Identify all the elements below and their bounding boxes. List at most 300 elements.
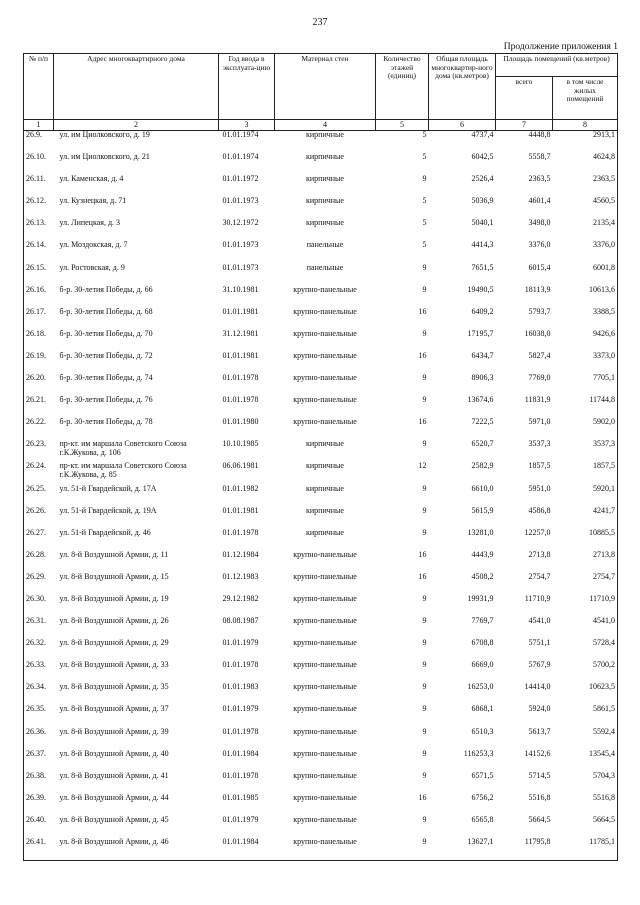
living-area-cell: 2363,5 bbox=[553, 175, 618, 197]
material-cell: кирпичные bbox=[306, 196, 344, 206]
row-number: 26.27. bbox=[24, 529, 54, 551]
address-cell: б-р. 30-летия Победы, д. 76 bbox=[59, 395, 153, 405]
premises-area-cell: 11831,9 bbox=[524, 395, 551, 405]
total-area-cell: 19490,5 bbox=[467, 284, 494, 294]
total-area-cell: 6708,8 bbox=[471, 638, 494, 648]
living-area-cell: 7705,1 bbox=[553, 374, 618, 396]
living-area-cell: 6001,8 bbox=[553, 264, 618, 286]
living-area-cell: 4541,0 bbox=[553, 617, 618, 639]
total-area-cell: 4508,2 bbox=[471, 571, 494, 581]
living-area-cell: 9426,6 bbox=[553, 330, 618, 352]
total-area-cell: 13674,6 bbox=[467, 395, 494, 405]
premises-area-cell: 14414,0 bbox=[524, 682, 551, 692]
address-cell: ул. 8-й Воздушной Армии, д. 15 bbox=[59, 571, 169, 581]
row-number: 26.41. bbox=[24, 838, 54, 861]
material-cell: крупно-панельные bbox=[293, 792, 357, 802]
column-number: 6 bbox=[429, 120, 496, 131]
total-area-cell: 16253,0 bbox=[467, 682, 494, 692]
table-row bbox=[24, 639, 618, 661]
total-area-cell: 6756,2 bbox=[471, 792, 494, 802]
column-number: 4 bbox=[275, 120, 376, 131]
row-number: 26.38. bbox=[24, 772, 54, 794]
material-cell: кирпичные bbox=[306, 439, 344, 449]
living-area-cell: 2754,7 bbox=[553, 573, 618, 595]
premises-area-cell: 2363,5 bbox=[528, 174, 551, 184]
table-row bbox=[24, 816, 618, 838]
material-cell: кирпичные bbox=[306, 461, 344, 471]
premises-area-cell: 5558,7 bbox=[528, 152, 551, 162]
total-area-cell: 5036,9 bbox=[471, 196, 494, 206]
year-cell: 01.01.1983 bbox=[222, 682, 259, 692]
row-number: 26.31. bbox=[24, 617, 54, 639]
premises-area-cell: 16038,0 bbox=[524, 328, 551, 338]
premises-area-cell: 5751,1 bbox=[528, 638, 551, 648]
row-number: 26.25. bbox=[24, 485, 54, 507]
living-area-cell: 13545,4 bbox=[553, 750, 618, 772]
buildings-table bbox=[23, 53, 618, 861]
year-cell: 01.12.1983 bbox=[222, 571, 259, 581]
address-cell: ул. 8-й Воздушной Армии, д. 19 bbox=[59, 593, 169, 603]
year-cell: 01.01.1978 bbox=[222, 726, 259, 736]
total-area-cell: 4443,9 bbox=[471, 549, 494, 559]
total-area-cell: 17195,7 bbox=[467, 328, 494, 338]
row-number: 26.32. bbox=[24, 639, 54, 661]
table-row bbox=[24, 352, 618, 374]
year-cell: 31.12.1981 bbox=[222, 328, 259, 338]
floors-cell: 16 bbox=[418, 417, 427, 427]
address-cell: б-р. 30-летия Победы, д. 66 bbox=[59, 284, 153, 294]
material-cell: кирпичные bbox=[306, 218, 344, 228]
year-cell: 01.01.1981 bbox=[222, 350, 259, 360]
year-cell: 01.01.1978 bbox=[222, 373, 259, 383]
living-area-cell: 5704,3 bbox=[553, 772, 618, 794]
year-cell: 01.01.1973 bbox=[222, 262, 259, 272]
premises-area-cell: 5767,9 bbox=[528, 660, 551, 670]
year-cell: 01.01.1974 bbox=[222, 130, 259, 139]
year-cell: 30.12.1972 bbox=[222, 218, 259, 228]
total-area-cell: 13627,1 bbox=[429, 838, 496, 861]
row-number: 26.34. bbox=[24, 683, 54, 705]
total-area-cell: 6565,8 bbox=[471, 814, 494, 824]
living-area-cell: 2713,8 bbox=[553, 551, 618, 573]
table-row bbox=[24, 462, 618, 484]
material-cell: крупно-панельные bbox=[293, 704, 357, 714]
material-cell: крупно-панельные bbox=[293, 770, 357, 780]
year-cell: 01.12.1984 bbox=[222, 549, 259, 559]
material-cell: крупно-панельные bbox=[293, 660, 357, 670]
floors-cell: 5 bbox=[422, 196, 427, 206]
row-number: 26.33. bbox=[24, 661, 54, 683]
table-row bbox=[24, 131, 618, 154]
floors-cell: 9 bbox=[422, 814, 427, 824]
table-row bbox=[24, 286, 618, 308]
table-row bbox=[24, 728, 618, 750]
table-row bbox=[24, 418, 618, 440]
floors-cell: 5 bbox=[422, 240, 427, 250]
header-all: всего bbox=[496, 77, 553, 120]
table-row bbox=[24, 705, 618, 727]
living-area-cell: 11744,8 bbox=[553, 396, 618, 418]
material-cell: панельные bbox=[306, 240, 344, 250]
row-number: 26.35. bbox=[24, 705, 54, 727]
year-cell: 10.10.1985 bbox=[222, 439, 259, 449]
table-row bbox=[24, 241, 618, 263]
floors-cell: 16 bbox=[418, 571, 427, 581]
floors-cell: 16 bbox=[418, 792, 427, 802]
table-row bbox=[24, 683, 618, 705]
material-cell: крупно-панельные bbox=[293, 748, 357, 758]
floors-cell: 9 bbox=[422, 505, 427, 515]
living-area-cell: 4624,8 bbox=[553, 153, 618, 175]
row-number: 26.36. bbox=[24, 728, 54, 750]
address-cell: ул. 51-й Гвардейской, д. 46 bbox=[59, 527, 151, 537]
floors-cell: 9 bbox=[422, 483, 427, 493]
year-cell: 01.01.1984 bbox=[219, 838, 275, 861]
floors-cell: 9 bbox=[422, 284, 427, 294]
row-number: 26.22. bbox=[24, 418, 54, 440]
living-area-cell: 5516,8 bbox=[553, 794, 618, 816]
premises-area-cell: 7769,0 bbox=[528, 373, 551, 383]
material-cell: крупно-панельные bbox=[293, 571, 357, 581]
living-area-cell: 5700,2 bbox=[553, 661, 618, 683]
total-area-cell: 6868,1 bbox=[471, 704, 494, 714]
premises-area-cell: 3376,0 bbox=[528, 240, 551, 250]
floors-cell: 16 bbox=[418, 549, 427, 559]
premises-area-cell: 5664,5 bbox=[528, 814, 551, 824]
year-cell: 01.01.1979 bbox=[222, 704, 259, 714]
table-row bbox=[24, 750, 618, 772]
material-cell: кирпичные bbox=[306, 505, 344, 515]
year-cell: 01.01.1981 bbox=[222, 306, 259, 316]
row-number: 26.15. bbox=[24, 264, 54, 286]
premises-area-cell: 4601,4 bbox=[528, 196, 551, 206]
address-cell: ул. Ростовская, д. 9 bbox=[59, 262, 125, 272]
premises-area-cell: 3498,0 bbox=[528, 218, 551, 228]
table-row bbox=[24, 219, 618, 241]
row-number: 26.14. bbox=[24, 241, 54, 263]
address-cell: ул. 8-й Воздушной Армии, д. 44 bbox=[59, 792, 169, 802]
total-area-cell: 116253,3 bbox=[463, 748, 494, 758]
table-row bbox=[24, 197, 618, 219]
premises-area-cell: 1857,5 bbox=[528, 461, 551, 471]
address-cell: ул. им Циолковского, д. 21 bbox=[59, 152, 150, 162]
row-number: 26.40. bbox=[24, 816, 54, 838]
total-area-cell: 4737,4 bbox=[471, 130, 494, 139]
row-number: 26.17. bbox=[24, 308, 54, 330]
total-area-cell: 6610,0 bbox=[471, 483, 494, 493]
material-cell: кирпичные bbox=[306, 152, 344, 162]
material-cell: кирпичные bbox=[306, 527, 344, 537]
table-row bbox=[24, 308, 618, 330]
address-cell: б-р. 30-летия Победы, д. 72 bbox=[59, 350, 153, 360]
row-number: 26.13. bbox=[24, 219, 54, 241]
table-row bbox=[24, 507, 618, 529]
year-cell: 01.01.1979 bbox=[222, 638, 259, 648]
premises-area-cell: 3537,3 bbox=[528, 439, 551, 449]
header-num: № п/п bbox=[24, 54, 54, 120]
table-row bbox=[24, 153, 618, 175]
floors-cell: 5 bbox=[422, 152, 427, 162]
floors-cell: 9 bbox=[422, 748, 427, 758]
row-number: 26.16. bbox=[24, 286, 54, 308]
material-cell: кирпичные bbox=[306, 130, 344, 139]
total-area-cell: 7222,5 bbox=[471, 417, 494, 427]
floors-cell: 5 bbox=[422, 218, 427, 228]
material-cell: кирпичные bbox=[306, 483, 344, 493]
floors-cell: 16 bbox=[418, 306, 427, 316]
address-cell: ул. 8-й Воздушной Армии, д. 26 bbox=[59, 616, 169, 626]
year-cell: 06.06.1981 bbox=[222, 461, 259, 471]
living-area-cell: 5664,5 bbox=[553, 816, 618, 838]
premises-area-cell: 5516,8 bbox=[528, 792, 551, 802]
table-row bbox=[24, 175, 618, 197]
floors-cell: 9 bbox=[422, 439, 427, 449]
material-cell: крупно-панельные bbox=[293, 284, 357, 294]
total-area-cell: 8906,3 bbox=[471, 373, 494, 383]
living-area-cell: 11785,1 bbox=[553, 838, 618, 861]
total-area-cell: 6520,7 bbox=[471, 439, 494, 449]
floors-cell: 9 bbox=[422, 726, 427, 736]
table-row bbox=[24, 396, 618, 418]
premises-area-cell: 4448,8 bbox=[528, 130, 551, 139]
row-number: 26.26. bbox=[24, 507, 54, 529]
row-number: 26.19. bbox=[24, 352, 54, 374]
premises-area-cell: 4586,8 bbox=[528, 505, 551, 515]
table-row bbox=[24, 330, 618, 352]
premises-area-cell: 12257,0 bbox=[524, 527, 551, 537]
floors-cell: 16 bbox=[418, 350, 427, 360]
column-numbers-row bbox=[24, 120, 618, 131]
row-number: 26.11. bbox=[24, 175, 54, 197]
living-area-cell: 11710,9 bbox=[553, 595, 618, 617]
row-number: 26.29. bbox=[24, 573, 54, 595]
year-cell: 01.01.1973 bbox=[222, 240, 259, 250]
header-year: Год ввода в эксплуата-цию bbox=[219, 54, 275, 120]
table-row bbox=[24, 264, 618, 286]
address-cell: ул. 8-й Воздушной Армии, д. 35 bbox=[59, 682, 169, 692]
total-area-cell: 6434,7 bbox=[471, 350, 494, 360]
year-cell: 01.01.1978 bbox=[222, 770, 259, 780]
table-row bbox=[24, 573, 618, 595]
address-cell: ул. 8-й Воздушной Армии, д. 41 bbox=[59, 770, 169, 780]
premises-area-cell: 5924,0 bbox=[528, 704, 551, 714]
year-cell: 01.01.1978 bbox=[222, 395, 259, 405]
material-cell: крупно-панельные bbox=[293, 814, 357, 824]
material-cell: крупно-панельные bbox=[293, 682, 357, 692]
row-number: 26.39. bbox=[24, 794, 54, 816]
living-area-cell: 3373,0 bbox=[553, 352, 618, 374]
total-area-cell: 5040,1 bbox=[471, 218, 494, 228]
table-row bbox=[24, 838, 618, 861]
floors-cell: 9 bbox=[422, 527, 427, 537]
address-cell: ул. 51-й Гвардейской, д. 17А bbox=[59, 483, 157, 493]
living-area-cell: 5861,5 bbox=[553, 705, 618, 727]
material-cell: крупно-панельные bbox=[293, 395, 357, 405]
row-number: 26.30. bbox=[24, 595, 54, 617]
premises-area-cell: 14152,6 bbox=[524, 748, 551, 758]
address-cell: пр-кт. им маршала Советского Союза г.К.Жукова, д. 106 bbox=[59, 439, 187, 457]
header-floors: Количество этажей (единиц) bbox=[376, 54, 429, 120]
column-number: 3 bbox=[219, 120, 275, 131]
premises-area-cell: 2713,8 bbox=[528, 549, 551, 559]
row-number: 26.9. bbox=[24, 131, 54, 154]
table-row bbox=[24, 529, 618, 551]
address-cell: б-р. 30-летия Победы, д. 78 bbox=[59, 417, 153, 427]
table-row bbox=[24, 485, 618, 507]
year-cell: 01.01.1981 bbox=[222, 505, 259, 515]
table-row bbox=[24, 617, 618, 639]
material-cell: крупно-панельные bbox=[293, 616, 357, 626]
address-cell: пр-кт. им маршала Советского Союза г.К.Жукова, д. 85 bbox=[59, 461, 187, 479]
page-number: 237 bbox=[312, 17, 328, 28]
living-area-cell: 5728,4 bbox=[553, 639, 618, 661]
total-area-cell: 6571,5 bbox=[471, 770, 494, 780]
premises-area-cell: 18113,9 bbox=[524, 284, 551, 294]
premises-area-cell: 5613,7 bbox=[528, 726, 551, 736]
material-cell: крупно-панельные bbox=[293, 593, 357, 603]
row-number: 26.10. bbox=[24, 153, 54, 175]
column-number: 1 bbox=[24, 120, 54, 131]
year-cell: 01.01.1979 bbox=[222, 814, 259, 824]
year-cell: 01.01.1982 bbox=[222, 483, 259, 493]
address-cell: ул. 8-й Воздушной Армии, д. 39 bbox=[59, 726, 169, 736]
living-area-cell: 4241,7 bbox=[553, 507, 618, 529]
total-area-cell: 6669,0 bbox=[471, 660, 494, 670]
table-row bbox=[24, 772, 618, 794]
living-area-cell: 3537,3 bbox=[553, 440, 618, 462]
living-area-cell: 4560,5 bbox=[553, 197, 618, 219]
row-number: 26.23. bbox=[24, 440, 54, 462]
total-area-cell: 5615,9 bbox=[471, 505, 494, 515]
floors-cell: 9 bbox=[422, 660, 427, 670]
floors-cell: 5 bbox=[422, 130, 427, 139]
address-cell: б-р. 30-летия Победы, д. 68 bbox=[59, 306, 153, 316]
living-area-cell: 5920,1 bbox=[553, 485, 618, 507]
total-area-cell: 6510,3 bbox=[471, 726, 494, 736]
floors-cell: 9 bbox=[422, 593, 427, 603]
address-cell: ул. 51-й Гвардейской, д. 19А bbox=[59, 505, 157, 515]
address-cell: ул. 8-й Воздушной Армии, д. 11 bbox=[59, 549, 169, 559]
address-cell: ул. Кузнецкая, д. 71 bbox=[59, 196, 127, 206]
year-cell: 01.01.1973 bbox=[222, 196, 259, 206]
premises-area-cell: 4541,0 bbox=[528, 616, 551, 626]
row-number: 26.18. bbox=[24, 330, 54, 352]
year-cell: 01.01.1984 bbox=[222, 748, 259, 758]
floors-cell: 9 bbox=[422, 373, 427, 383]
total-area-cell: 4414,3 bbox=[471, 240, 494, 250]
header-material: Материал стен bbox=[275, 54, 376, 120]
address-cell: ул. Липецкая, д. 3 bbox=[59, 218, 121, 228]
material-cell: крупно-панельные bbox=[293, 306, 357, 316]
total-area-cell: 7769,7 bbox=[471, 616, 494, 626]
year-cell: 01.01.1978 bbox=[222, 527, 259, 537]
material-cell: крупно-панельные bbox=[293, 638, 357, 648]
premises-area-cell: 6015,4 bbox=[528, 262, 551, 272]
year-cell: 29.12.1982 bbox=[222, 593, 259, 603]
column-number: 2 bbox=[54, 120, 219, 131]
floors-cell: 9 bbox=[422, 395, 427, 405]
address-cell: ул. 8-й Воздушной Армии, д. 33 bbox=[59, 660, 169, 670]
header-premises-area: Площадь помещений (кв.метров) bbox=[496, 54, 618, 77]
premises-area-cell: 5827,4 bbox=[528, 350, 551, 360]
address-cell: ул. 8-й Воздушной Армии, д. 37 bbox=[59, 704, 169, 714]
column-number: 5 bbox=[376, 120, 429, 131]
material-cell: крупно-панельные bbox=[293, 373, 357, 383]
address-cell: ул. Каменская, д. 4 bbox=[59, 174, 124, 184]
column-number: 7 bbox=[496, 120, 553, 131]
premises-area-cell: 5793,7 bbox=[528, 306, 551, 316]
table-row bbox=[24, 794, 618, 816]
year-cell: 01.01.1974 bbox=[222, 152, 259, 162]
living-area-cell: 5592,4 bbox=[553, 728, 618, 750]
row-number: 26.12. bbox=[24, 197, 54, 219]
floors-cell: 9 bbox=[422, 616, 427, 626]
living-area-cell: 3388,5 bbox=[553, 308, 618, 330]
address-cell: ул. 8-й Воздушной Армии, д. 29 bbox=[59, 638, 169, 648]
material-cell: крупно-панельные bbox=[293, 549, 357, 559]
address-cell: б-р. 30-летия Победы, д. 70 bbox=[59, 328, 153, 338]
address-cell: ул. 8-й Воздушной Армии, д. 46 bbox=[54, 838, 219, 861]
total-area-cell: 6042,5 bbox=[471, 152, 494, 162]
premises-area-cell: 5714,5 bbox=[528, 770, 551, 780]
year-cell: 08.08.1987 bbox=[222, 616, 259, 626]
material-cell: крупно-панельные bbox=[293, 417, 357, 427]
floors-cell: 9 bbox=[422, 262, 427, 272]
premises-area-cell: 5971,0 bbox=[528, 417, 551, 427]
floors-cell: 9 bbox=[376, 838, 429, 861]
table-row bbox=[24, 661, 618, 683]
total-area-cell: 13281,0 bbox=[467, 527, 494, 537]
living-area-cell: 2913,1 bbox=[553, 131, 618, 154]
material-cell: крупно-панельные bbox=[293, 726, 357, 736]
table-row bbox=[24, 374, 618, 396]
material-cell: кирпичные bbox=[306, 174, 344, 184]
floors-cell: 9 bbox=[422, 638, 427, 648]
total-area-cell: 2526,4 bbox=[471, 174, 494, 184]
row-number: 26.24. bbox=[24, 462, 54, 484]
floors-cell: 9 bbox=[422, 328, 427, 338]
living-area-cell: 2135,4 bbox=[553, 219, 618, 241]
floors-cell: 9 bbox=[422, 704, 427, 714]
total-area-cell: 7651,5 bbox=[471, 262, 494, 272]
year-cell: 01.01.1985 bbox=[222, 792, 259, 802]
material-cell: крупно-панельные bbox=[275, 838, 376, 861]
table-row bbox=[24, 440, 618, 462]
year-cell: 01.01.1972 bbox=[222, 174, 259, 184]
living-area-cell: 10623,5 bbox=[553, 683, 618, 705]
material-cell: крупно-панельные bbox=[293, 350, 357, 360]
living-area-cell: 10613,6 bbox=[553, 286, 618, 308]
column-number: 8 bbox=[553, 120, 618, 131]
address-cell: ул. 8-й Воздушной Армии, д. 45 bbox=[59, 814, 169, 824]
address-cell: ул. им Циолковского, д. 19 bbox=[59, 130, 150, 139]
year-cell: 01.01.1980 bbox=[222, 417, 259, 427]
floors-cell: 9 bbox=[422, 682, 427, 692]
row-number: 26.28. bbox=[24, 551, 54, 573]
living-area-cell: 1857,5 bbox=[553, 462, 618, 484]
header-address: Адрес многоквартирного дома bbox=[54, 54, 219, 120]
material-cell: панельные bbox=[306, 262, 344, 272]
address-cell: ул. Моздокская, д. 7 bbox=[59, 240, 128, 250]
living-area-cell: 10885,5 bbox=[553, 529, 618, 551]
floors-cell: 9 bbox=[422, 174, 427, 184]
address-cell: б-р. 30-летия Победы, д. 74 bbox=[59, 373, 153, 383]
row-number: 26.21. bbox=[24, 396, 54, 418]
header-total-area: Общая площадь многоквартир-ного дома (кв.метров) bbox=[429, 54, 496, 120]
floors-cell: 12 bbox=[418, 461, 427, 471]
row-number: 26.37. bbox=[24, 750, 54, 772]
living-area-cell: 3376,0 bbox=[553, 241, 618, 263]
